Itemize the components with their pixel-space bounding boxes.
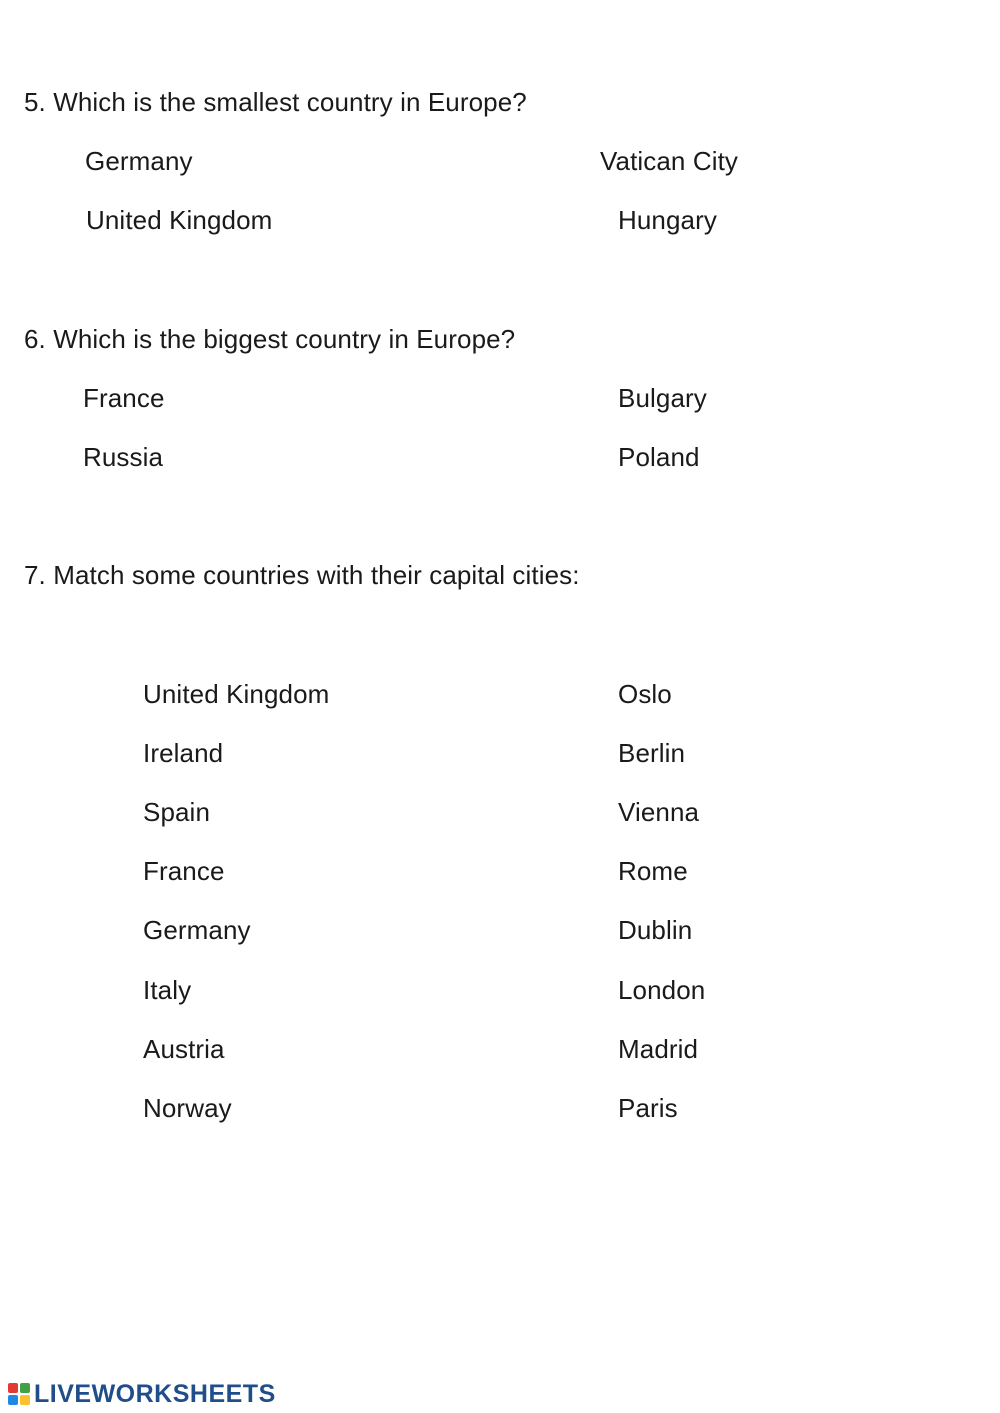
q7-country-item[interactable]: Ireland <box>143 738 224 768</box>
q7-country-item[interactable]: France <box>143 856 225 886</box>
q6-option-russia[interactable]: Russia <box>83 442 164 472</box>
liveworksheets-brand <box>8 1380 276 1408</box>
q7-capital-item[interactable]: Paris <box>618 1093 678 1123</box>
q7-country-item[interactable]: Italy <box>143 975 192 1005</box>
q6-option-poland[interactable]: Poland <box>618 442 700 472</box>
q7-country-item[interactable]: Spain <box>143 797 210 827</box>
q7-country-item[interactable]: Austria <box>143 1034 225 1064</box>
question-5: 5. Which is the smallest country in Europe? <box>24 87 527 117</box>
q7-capital-item[interactable]: Rome <box>618 856 688 886</box>
brand-name: LIVEWORKSHEETS <box>34 1380 276 1408</box>
q7-capital-item[interactable]: Vienna <box>618 797 700 827</box>
q7-capital-item[interactable]: Madrid <box>618 1034 699 1064</box>
q7-capital-item[interactable]: Oslo <box>618 679 672 709</box>
q5-option-united-kingdom[interactable]: United Kingdom <box>86 205 273 235</box>
q7-country-item[interactable]: United Kingdom <box>143 679 330 709</box>
question-6: 6. Which is the biggest country in Europe? <box>24 324 516 354</box>
q6-option-bulgary[interactable]: Bulgary <box>618 383 707 413</box>
q7-country-item[interactable]: Germany <box>143 915 251 945</box>
liveworksheets-logo-icon <box>8 1383 30 1405</box>
q7-country-item[interactable]: Norway <box>143 1093 232 1123</box>
q5-option-hungary[interactable]: Hungary <box>618 205 717 235</box>
question-7: 7. Match some countries with their capital cities: <box>24 560 580 590</box>
q7-capital-item[interactable]: Dublin <box>618 915 693 945</box>
q6-option-france[interactable]: France <box>83 383 165 413</box>
q7-capital-item[interactable]: London <box>618 975 706 1005</box>
q7-capital-item[interactable]: Berlin <box>618 738 686 768</box>
q5-option-vatican-city[interactable]: Vatican City <box>600 146 738 176</box>
q5-option-germany[interactable]: Germany <box>85 146 193 176</box>
